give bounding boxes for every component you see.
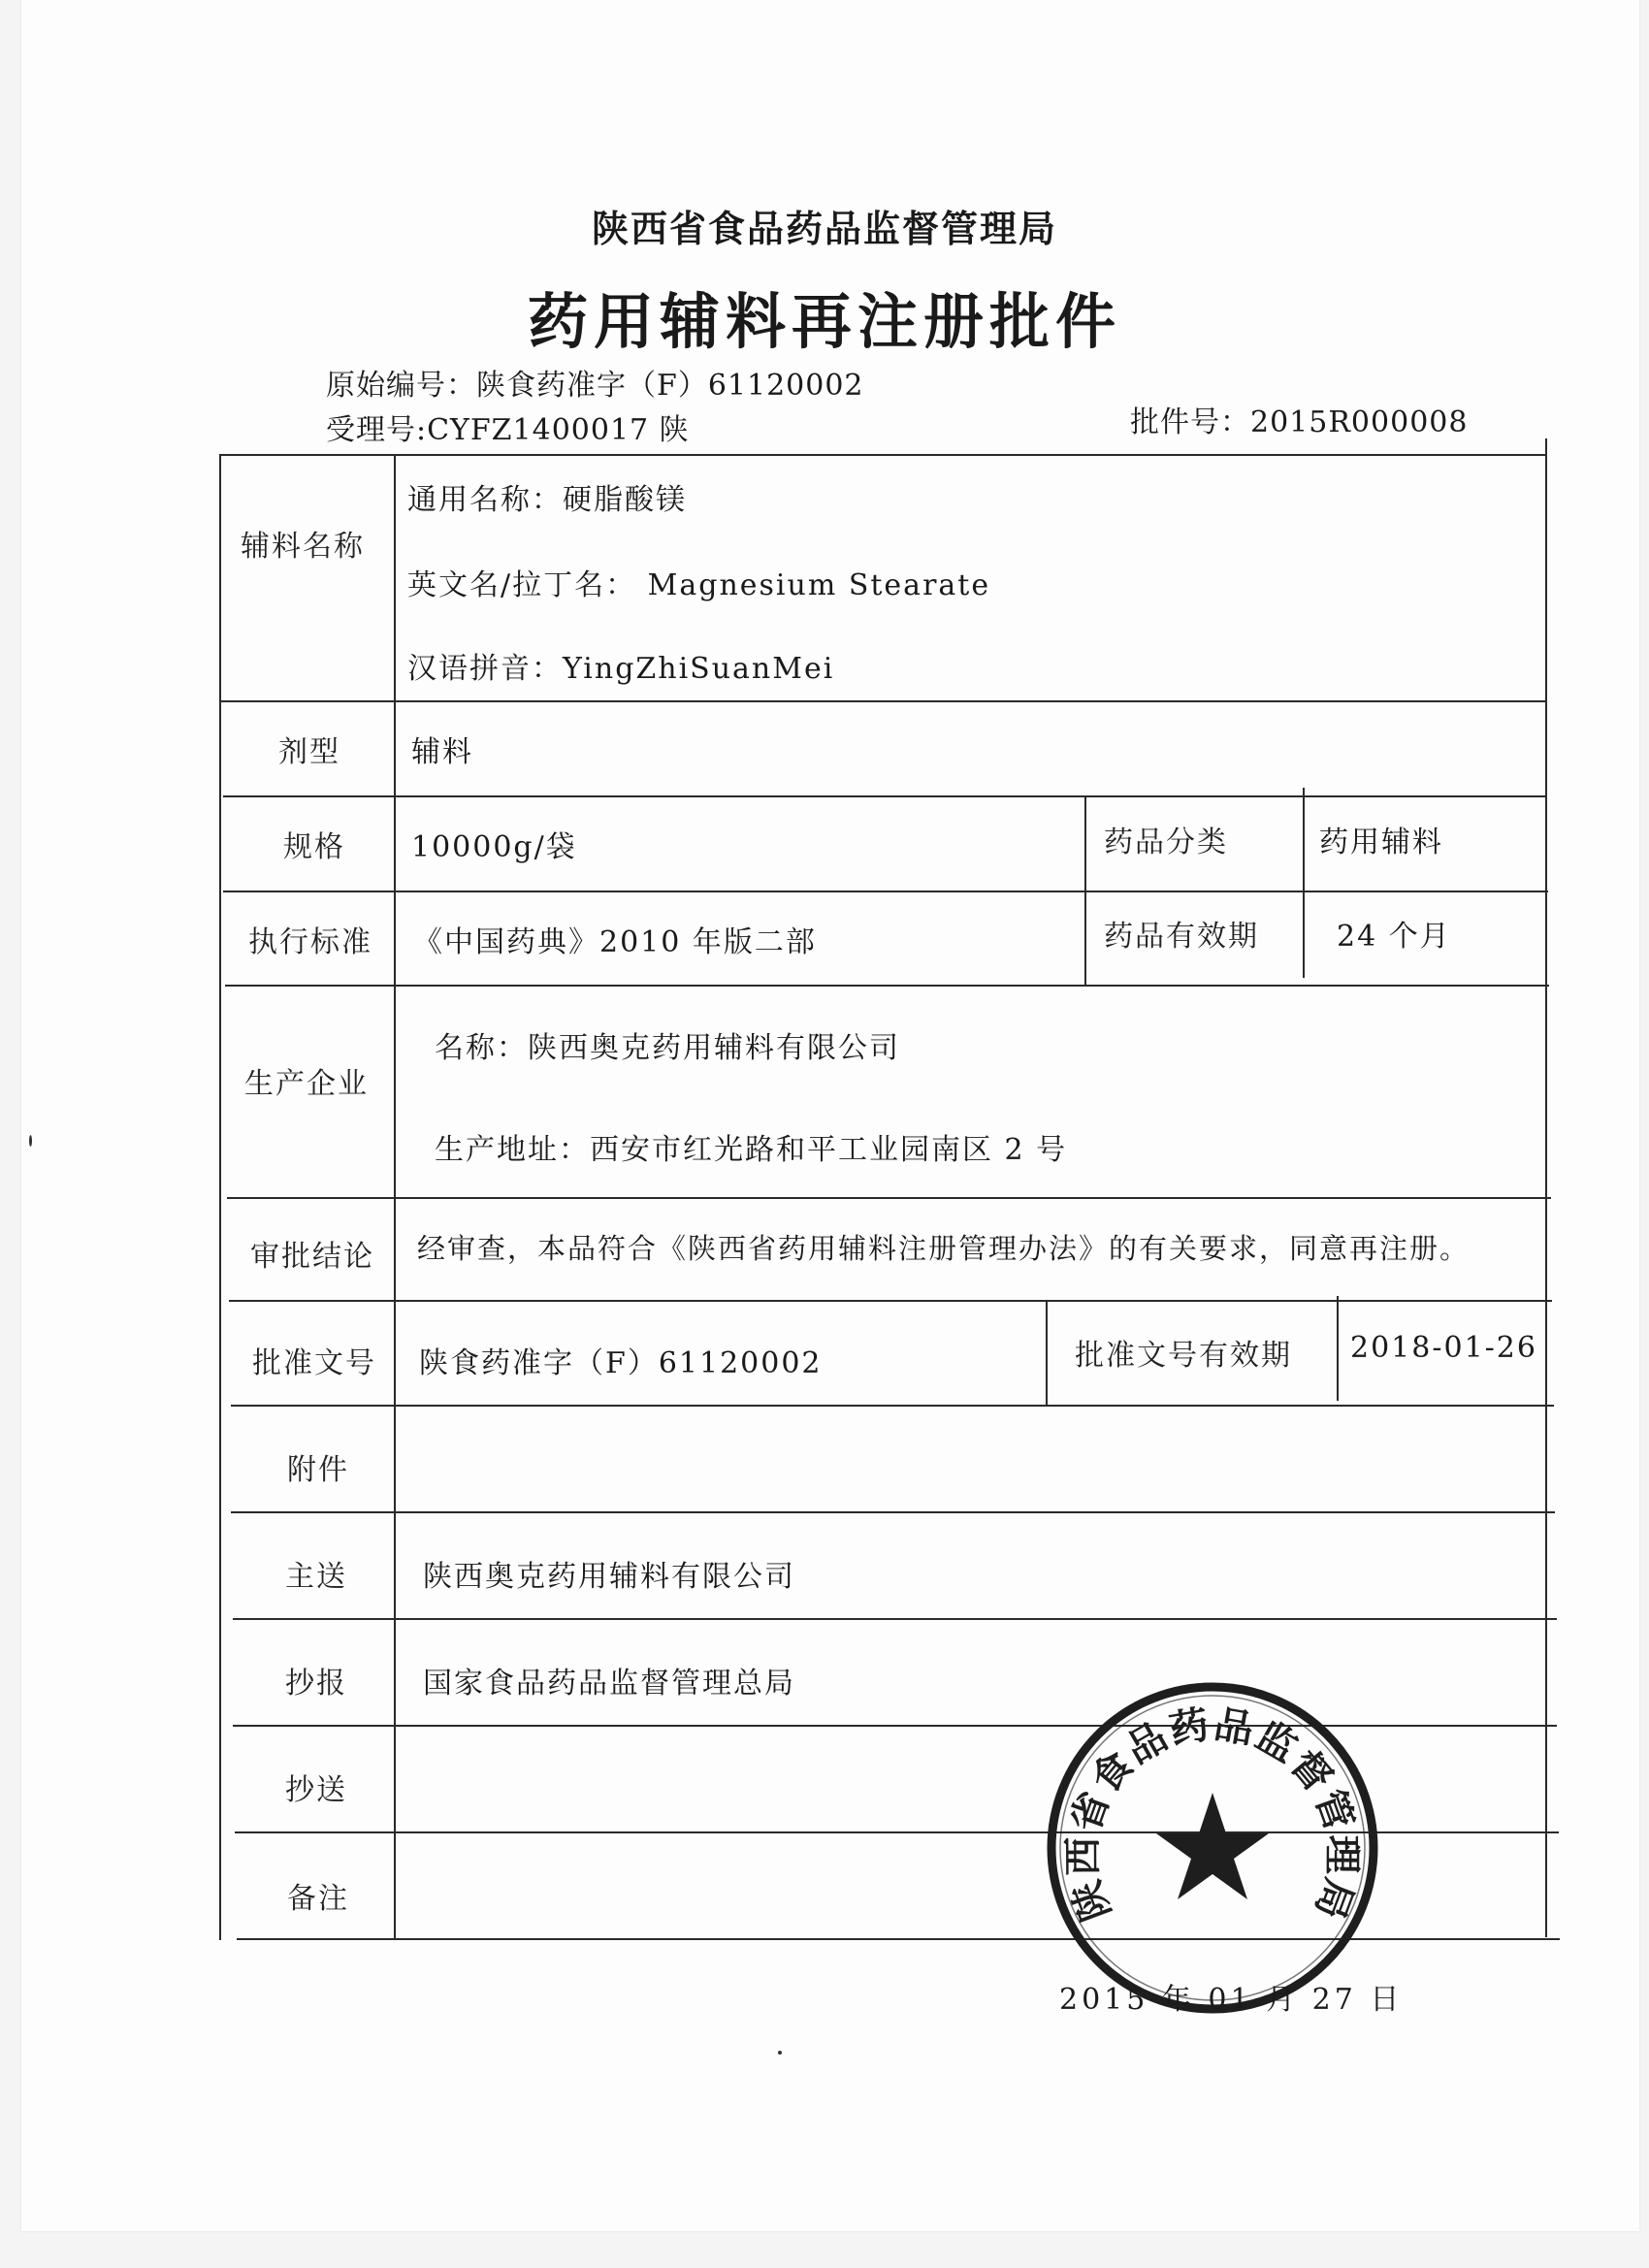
pinyin-name: 汉语拼音：YingZhiSuanMei: [407, 652, 835, 686]
conclusion-label: 审批结论: [250, 1240, 374, 1274]
cc-label: 抄送: [285, 1773, 347, 1807]
drug-validity-value: 24 个月: [1337, 920, 1451, 954]
approval-number-label: 批准文号: [252, 1346, 376, 1380]
approval-number-value: 陕食药准字（F）61120002: [419, 1346, 823, 1380]
drug-category-value: 药用辅料: [1319, 826, 1443, 859]
conclusion-value: 经审查，本品符合《陕西省药用辅料注册管理办法》的有关要求，同意再注册。: [417, 1232, 1471, 1265]
attachment-label: 附件: [287, 1453, 349, 1487]
remarks-label: 备注: [287, 1882, 349, 1916]
drug-category-label: 药品分类: [1104, 826, 1228, 859]
english-latin-name: 英文名/拉丁名： Magnesium Stearate: [407, 568, 991, 602]
issuing-organization: 陕西省食品药品监督管理局: [591, 208, 1057, 250]
excipient-name-label: 辅料名称: [241, 530, 365, 564]
seal-star-icon: [1156, 1793, 1269, 1899]
manufacturer-address: 生产地址：西安市红光路和平工业园南区 2 号: [435, 1133, 1068, 1167]
manufacturer-label: 生产企业: [244, 1067, 369, 1101]
original-number: 原始编号：陕食药准字（F）61120002: [326, 369, 864, 403]
common-name: 通用名称：硬脂酸镁: [407, 483, 687, 517]
document-title: 药用辅料再注册批件: [527, 286, 1121, 357]
approval-validity-label: 批准文号有效期: [1075, 1339, 1292, 1373]
acceptance-number: 受理号:CYFZ1400017 陕: [326, 413, 690, 447]
report-to-value: 国家食品药品监督管理总局: [423, 1667, 795, 1701]
manufacturer-name: 名称：陕西奥克药用辅料有限公司: [435, 1031, 900, 1065]
official-seal: [1043, 1678, 1382, 2018]
scan-mark: [29, 1135, 32, 1147]
drug-validity-label: 药品有效期: [1104, 920, 1259, 954]
send-to-value: 陕西奥克药用辅料有限公司: [423, 1560, 795, 1594]
send-to-label: 主送: [285, 1560, 347, 1594]
scan-speck: [778, 2051, 782, 2055]
dosage-form-label: 剂型: [278, 735, 340, 769]
report-to-label: 抄报: [285, 1667, 347, 1701]
dosage-form-value: 辅料: [411, 735, 473, 769]
standard-label: 执行标准: [248, 925, 372, 959]
approval-validity-value: 2018-01-26: [1350, 1331, 1537, 1365]
svg-text:陕西省食品药品监督管理局: 陕西省食品药品监督管理局: [1060, 1701, 1365, 1928]
seal-date: 2015 年 01 月 27 日: [1059, 1983, 1404, 2017]
specification-label: 规格: [283, 830, 345, 864]
specification-value: 10000g/袋: [411, 830, 577, 864]
approval-document-number: 批件号：2015R000008: [1130, 405, 1469, 439]
standard-value: 《中国药典》2010 年版二部: [413, 925, 817, 959]
